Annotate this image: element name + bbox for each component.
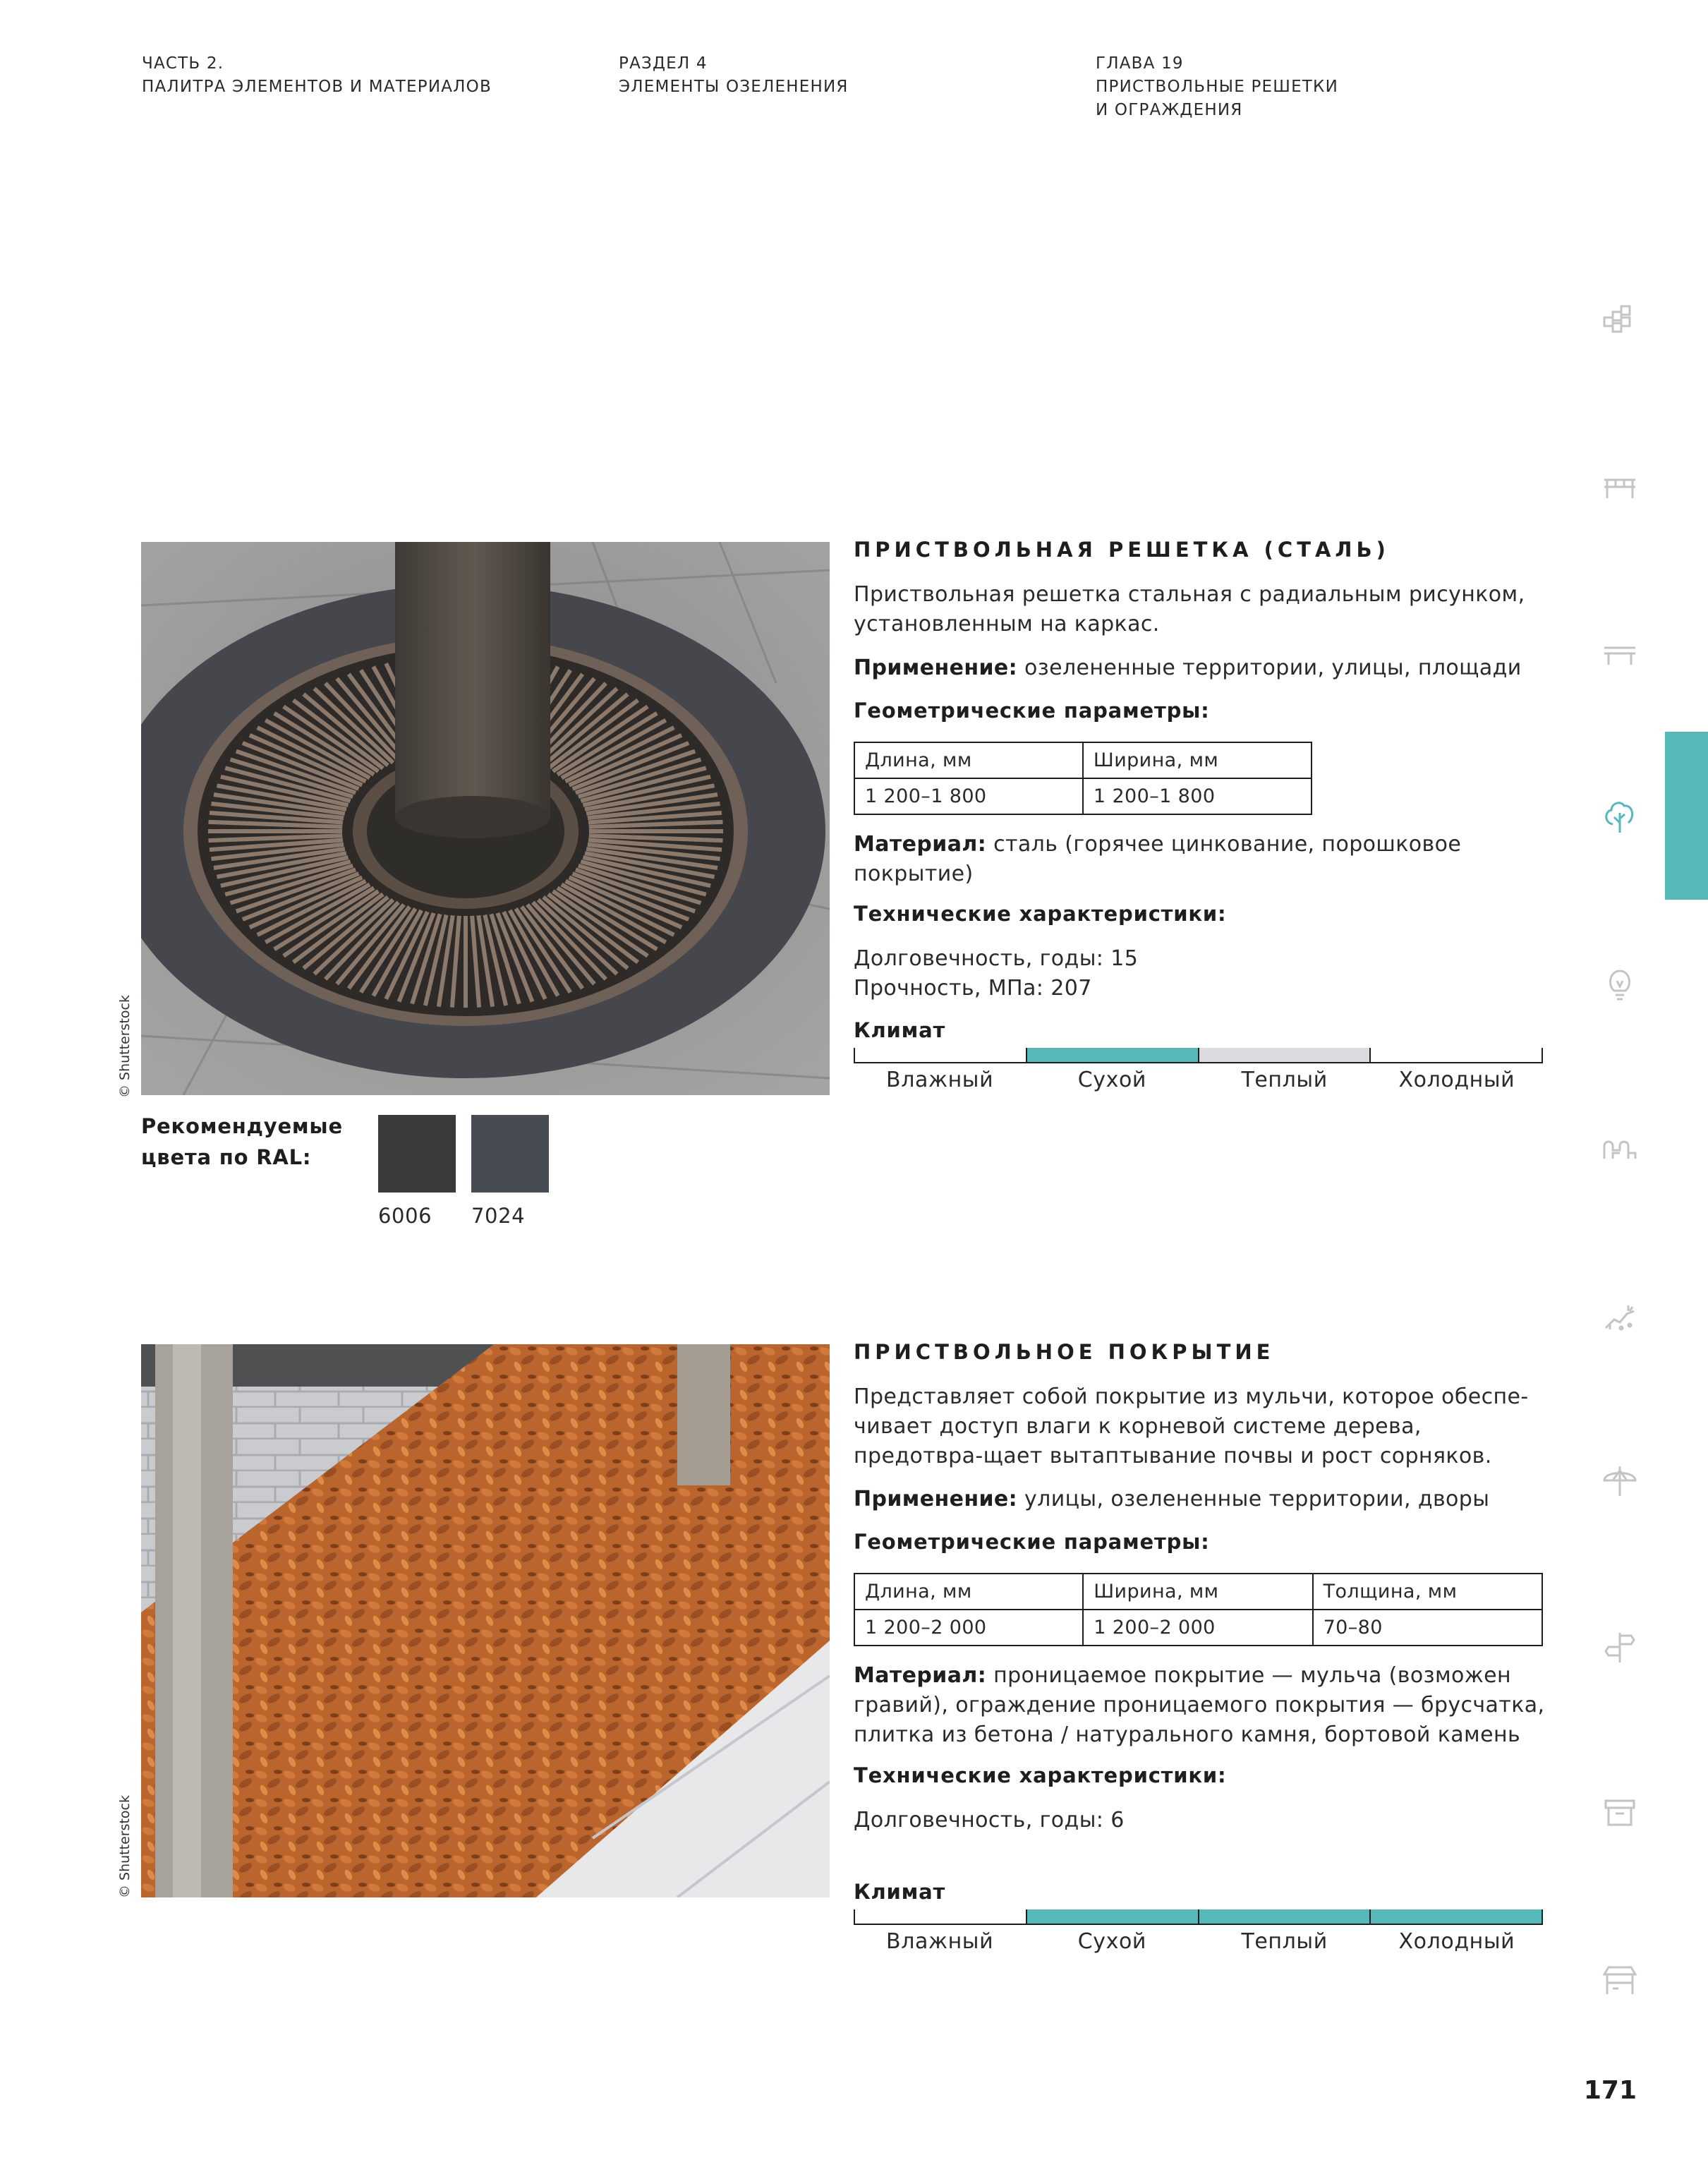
ral-code: 6006 <box>378 1204 432 1228</box>
table-cell: 1 200–2 000 <box>1083 1610 1312 1646</box>
application-value: озелененные территории, улицы, площади <box>1017 656 1522 680</box>
item1-material <box>854 830 1489 889</box>
item2-description: Представляет собой покрытие из мульчи, которое обеспе-чивает доступ влаги к корневой системе дерева, предотвра-щает вытаптывание почвы и рост сорняков. <box>854 1384 1529 1468</box>
ral-swatch-6006 <box>378 1115 456 1193</box>
header-part-line: ПАЛИТРА ЭЛЕМЕНТОВ И МАТЕРИАЛОВ <box>142 78 492 96</box>
item2-material <box>854 1661 1549 1750</box>
header-chapter-line: ГЛАВА 19 <box>1096 54 1184 73</box>
page-number: 171 <box>1583 2076 1637 2105</box>
ral-label-line: цвета по RAL: <box>141 1145 312 1169</box>
climate-segment-warm <box>1199 1909 1371 1924</box>
table-row <box>854 778 1312 814</box>
climate-label: Теплый <box>1241 1068 1328 1092</box>
table-cell: 1 200–2 000 <box>854 1610 1083 1646</box>
climate-label: Холодный <box>1398 1929 1515 1954</box>
bike-rack-icon[interactable] <box>1600 1130 1640 1170</box>
mulch-photo <box>141 1344 830 1897</box>
climate-label: Сухой <box>1077 1929 1147 1954</box>
climate-segment-cold <box>1371 1909 1542 1924</box>
item1-tech-line: Долговечность, годы: 15 <box>854 946 1139 971</box>
header-section-line: РАЗДЕЛ 4 <box>619 54 708 73</box>
item1-climate-label: Климат <box>854 1018 946 1042</box>
material-label: Материал: <box>854 1663 987 1688</box>
table-icon[interactable] <box>1600 634 1640 673</box>
table-row <box>854 1610 1542 1646</box>
item2-application <box>854 1485 1545 1514</box>
item1-climate-labels <box>854 1068 1543 1092</box>
header-part-line: ЧАСТЬ 2. <box>142 54 224 73</box>
bench-icon[interactable] <box>1600 467 1640 507</box>
item2-tech-label: Технические характеристики: <box>854 1763 1227 1787</box>
table-header-row <box>854 1574 1542 1610</box>
item2-climate-labels <box>854 1929 1543 1954</box>
climate-label: Влажный <box>886 1068 994 1092</box>
ral-swatch-7024 <box>471 1115 549 1193</box>
tree-icon[interactable] <box>1600 797 1640 837</box>
table-cell: 1 200–1 800 <box>1083 778 1312 814</box>
item2-geometry-table <box>854 1573 1543 1646</box>
application-value: улицы, озелененные территории, дворы <box>1017 1487 1490 1511</box>
tree-grate-photo <box>141 542 830 1095</box>
item2-climate-label: Климат <box>854 1880 946 1904</box>
header-chapter-line: ПРИСТВОЛЬНЫЕ РЕШЕТКИ <box>1096 78 1338 96</box>
climate-segment-dry <box>1027 1909 1199 1924</box>
header-section-line: ЭЛЕМЕНТЫ ОЗЕЛЕНЕНИЯ <box>619 78 849 96</box>
material-value: сталь (горячее цинкование, порошковое покрытие) <box>854 832 1462 886</box>
ral-code: 7024 <box>471 1204 526 1228</box>
climate-segment-cold <box>1371 1048 1542 1062</box>
item1-climate-bar <box>854 1048 1543 1063</box>
play-icon[interactable] <box>1600 1297 1640 1336</box>
table-header-cell: Ширина, мм <box>1083 742 1312 778</box>
climate-segment-dry <box>1027 1048 1199 1062</box>
active-section-tab[interactable] <box>1665 732 1708 900</box>
application-label: Применение: <box>854 656 1018 680</box>
signpost-icon[interactable] <box>1600 1627 1640 1667</box>
photo-credit: © Shutterstock <box>117 1794 133 1898</box>
item2-climate-bar <box>854 1909 1543 1925</box>
item1-geometry-table <box>854 742 1312 815</box>
item1-description: Приствольная решетка стальная с радиальным рисунком, установленным на каркас. <box>854 582 1525 636</box>
header-chapter <box>1096 52 1338 122</box>
table-header-row <box>854 742 1312 778</box>
item1-tech-line: Прочность, МПа: 207 <box>854 976 1092 1001</box>
item2-title: ПРИСТВОЛЬНОЕ ПОКРЫТИЕ <box>854 1340 1275 1364</box>
climate-segment-humid <box>855 1048 1027 1062</box>
climate-segment-humid <box>855 1909 1027 1924</box>
ral-label-line: Рекомендуемые <box>141 1114 343 1138</box>
item2-tech-line: Долговечность, годы: 6 <box>854 1808 1125 1833</box>
item1-geometry-label: Геометрические параметры: <box>854 699 1210 723</box>
item1-tech-label: Технические характеристики: <box>854 902 1227 926</box>
application-label: Применение: <box>854 1487 1018 1511</box>
header-section <box>619 52 849 99</box>
kiosk-icon[interactable] <box>1600 1960 1640 2000</box>
item2-geometry-label: Геометрические параметры: <box>854 1530 1210 1554</box>
climate-label: Сухой <box>1077 1068 1147 1092</box>
table-cell: 70–80 <box>1313 1610 1542 1646</box>
climate-label: Теплый <box>1241 1929 1328 1954</box>
ral-label <box>141 1111 343 1173</box>
climate-label: Холодный <box>1398 1068 1515 1092</box>
paving-icon[interactable] <box>1600 302 1640 342</box>
lamp-icon[interactable] <box>1600 965 1640 1005</box>
material-label: Материал: <box>854 832 987 857</box>
material-value: проницаемое покрытие — мульча (возможен гравий), ограждение проницаемого покрытия — брусчатка, плитка из бетона / натурального камня, бортовой камень <box>854 1663 1545 1747</box>
table-header-cell: Ширина, мм <box>1083 1574 1312 1610</box>
item1-title: ПРИСТВОЛЬНАЯ РЕШЕТКА (СТАЛЬ) <box>854 538 1390 562</box>
item1-application <box>854 653 1545 683</box>
umbrella-icon[interactable] <box>1600 1461 1640 1500</box>
table-header-cell: Толщина, мм <box>1313 1574 1542 1610</box>
bin-icon[interactable] <box>1600 1792 1640 1832</box>
photo-credit: © Shutterstock <box>117 994 133 1098</box>
climate-label: Влажный <box>886 1929 994 1954</box>
header-chapter-line: И ОГРАЖДЕНИЯ <box>1096 101 1243 119</box>
table-header-cell: Длина, мм <box>854 742 1083 778</box>
table-header-cell: Длина, мм <box>854 1574 1083 1610</box>
header-part <box>142 52 492 99</box>
climate-segment-warm <box>1199 1048 1371 1062</box>
table-cell: 1 200–1 800 <box>854 778 1083 814</box>
